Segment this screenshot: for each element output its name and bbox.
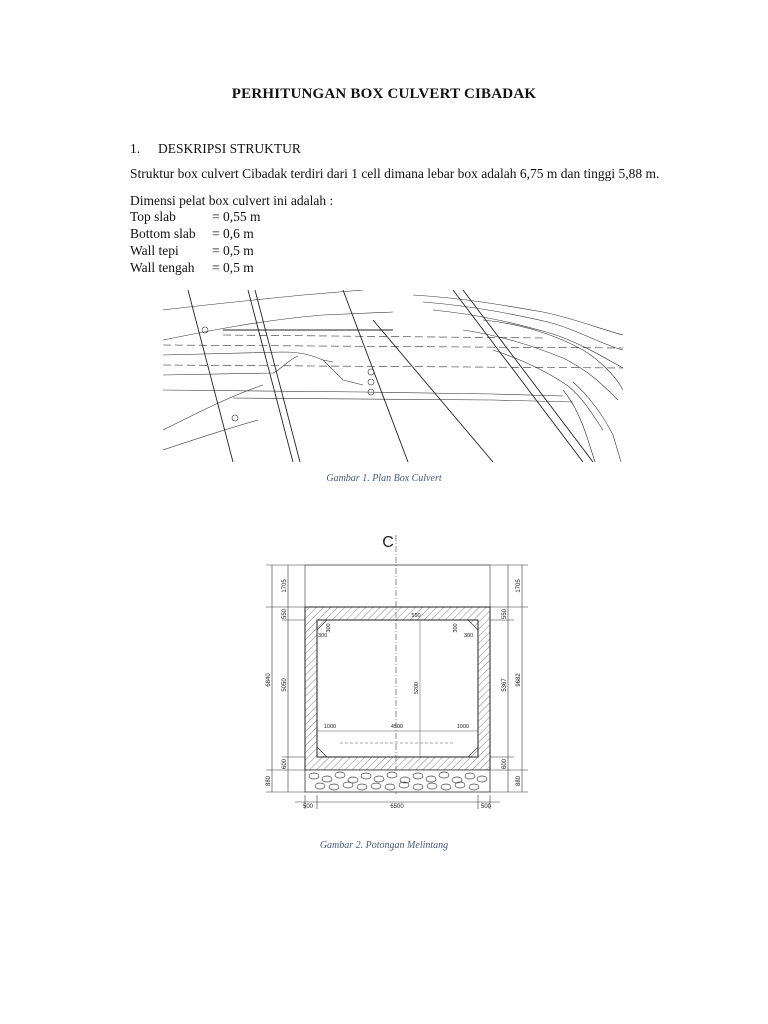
dim-label: 5367: [502, 678, 508, 692]
section-heading: [130, 141, 301, 157]
dim-label: 1000: [323, 724, 337, 730]
plan-drawing: [163, 290, 623, 462]
dimension-value: = 0,6 m: [212, 226, 254, 241]
plan-figure-caption: Gambar 1. Plan Box Culvert: [326, 473, 442, 484]
dim-label: 1000: [456, 724, 470, 730]
centerline-symbol: C: [382, 534, 394, 551]
dimension-row-top-slab: [130, 209, 261, 227]
dim-label: 1705: [516, 579, 522, 593]
dimension-row-wall-tepi: [130, 243, 254, 261]
dimension-value: = 0,5 m: [212, 260, 254, 275]
section-figure-caption: Gambar 2. Potongan Melintang: [319, 840, 449, 851]
dim-label: 550: [502, 608, 508, 620]
section-number: 1.: [130, 141, 141, 156]
dim-label: 550: [282, 608, 288, 620]
dim-label: 550: [411, 613, 421, 619]
dimension-row-bottom-slab: [130, 226, 254, 244]
dim-label: 5050: [282, 678, 288, 692]
dimension-label: Top slab: [130, 209, 176, 224]
dim-label: 880: [266, 775, 272, 787]
dim-label: 880: [516, 775, 522, 787]
dim-label: 1705: [282, 579, 288, 593]
section-heading-text: DESKRIPSI STRUKTUR: [158, 141, 301, 156]
dimension-row-wall-tengah: [130, 260, 254, 278]
dim-label: 600: [282, 758, 288, 770]
dim-label: 300: [464, 633, 474, 639]
dimension-label: Wall tengah: [130, 260, 195, 275]
dimension-value: = 0,5 m: [212, 243, 254, 258]
document-title: PERHITUNGAN BOX CULVERT CIBADAK: [231, 86, 537, 102]
dimension-intro: Dimensi pelat box culvert ini adalah :: [130, 193, 334, 208]
dim-label: 6840: [266, 673, 272, 687]
description-paragraph: Struktur box culvert Cibadak terdiri dari 1 cell dimana lebar box adalah 6,75 m dan tinggi 5,88 m.: [130, 166, 660, 181]
dim-label: 300: [326, 623, 332, 633]
box-concrete: [305, 607, 490, 770]
dim-label: 9682: [516, 673, 522, 687]
dim-label: 5200: [414, 681, 420, 695]
dim-label: 300: [318, 633, 328, 639]
dim-label: 300: [453, 623, 459, 633]
dim-label: 4500: [390, 724, 404, 730]
dim-label: 600: [502, 758, 508, 770]
dimension-value: = 0,55 m: [212, 209, 261, 224]
dimension-label: Bottom slab: [130, 226, 196, 241]
dim-label: 500: [302, 804, 314, 810]
dimension-label: Wall tepi: [130, 243, 179, 258]
cross-section-drawing: [250, 525, 535, 820]
dim-label: 6500: [390, 804, 404, 810]
dim-label: 500: [480, 804, 492, 810]
